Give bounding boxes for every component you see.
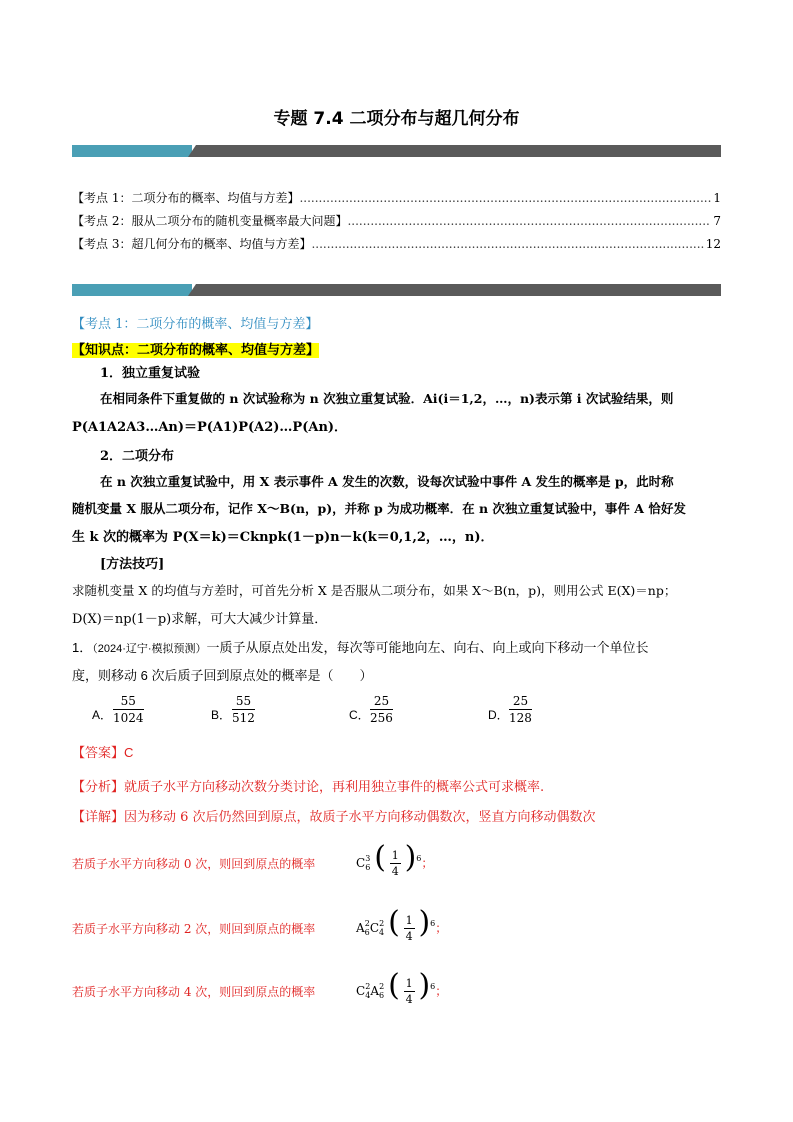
option-b-fraction: $\frac{55}{512}$ <box>232 694 255 725</box>
analysis-line: 【分析】就质子水平方向移动次数分类讨论，再利用独立事件的概率公式可求概率. <box>72 780 545 795</box>
table-of-contents <box>72 187 721 256</box>
case-line-2: 若质子水平方向移动 2 次，则回到原点的概率 <box>72 922 316 936</box>
case-line-4: 若质子水平方向移动 4 次，则回到原点的概率 <box>72 985 316 999</box>
paragraph-line: D(X)＝np(1－p)求解，可大大减少计算量． <box>72 612 328 627</box>
paragraph-line: 在 n 次独立重复试验中，用 X 表示事件 A 发生的次数，设每次试验中事件 A 发生的概率是 p，此时称 <box>100 474 674 489</box>
subsection-title-2: 2．二项分布 <box>100 449 175 464</box>
option-b[interactable]: B． <box>211 708 232 722</box>
paragraph-line: 生 k 次的概率为 P(X＝k)＝Cknpk(1－p)n－k(k＝0,1,2，…，n)． <box>72 530 494 545</box>
case-0-formula: $C_6^3$ ( $\frac{1}{4}$ )$^6$； <box>356 840 434 878</box>
question-line-2: 度，则移动 6 次后质子回到原点处的概率是（ ） <box>72 668 373 683</box>
option-a[interactable]: A． <box>92 708 113 722</box>
option-c-fraction: $\frac{25}{256}$ <box>370 694 393 725</box>
toc-entry-3[interactable]: 【考点 3：超几何分布的概率、均值与方差】 ..... 12 <box>72 233 721 256</box>
case-4-formula: $C_4^2A_6^2$ ( $\frac{1}{4}$ )$^6$； <box>356 968 448 1006</box>
detail-line: 【详解】因为移动 6 次后仍然回到原点，故质子水平方向移动偶数次，竖直方向移动偶数次 <box>72 810 596 825</box>
subsection-title-1: 1．独立重复试验 <box>100 366 201 381</box>
question-line-1: 1．（2024·辽宁·模拟预测）一质子从原点处出发，每次等可能地向左、向右、向上或向下移动一个单位长 <box>72 640 649 655</box>
paragraph-line: P(A1A2A3…An)＝P(A1)P(A2)…P(An)． <box>72 420 348 435</box>
paragraph-line: 求随机变量 X 的均值与方差时，可首先分析 X 是否服从二项分布，如果 X～B(n，p)，则用公式 E(X)＝np； <box>72 583 677 598</box>
toc-entry-2[interactable]: 【考点 2：服从二项分布的随机变量概率最大问题】 ..... 7 <box>72 210 721 233</box>
toc-entry-1[interactable]: 【考点 1：二项分布的概率、均值与方差】 ..... 1 <box>72 187 721 210</box>
section-divider-bar <box>72 284 721 296</box>
section-heading: 【考点 1：二项分布的概率、均值与方差】 <box>72 317 319 332</box>
case-2-formula: $A_6^2C_4^2$ ( $\frac{1}{4}$ )$^6$； <box>356 905 448 943</box>
paragraph-line: 在相同条件下重复做的 n 次试验称为 n 次独立重复试验．Ai(i＝1,2，…，n)表示第 i 次试验结果，则 <box>100 391 674 406</box>
option-d-fraction: $\frac{25}{128}$ <box>509 694 532 725</box>
header-divider-bar <box>72 145 721 157</box>
option-a-fraction: $\frac{55}{1024}$ <box>113 694 144 725</box>
page-title: 专题 7.4 二项分布与超几何分布 <box>273 109 520 129</box>
case-line-0: 若质子水平方向移动 0 次，则回到原点的概率 <box>72 857 316 871</box>
option-c[interactable]: C． <box>349 708 370 722</box>
method-title: [方法技巧] <box>100 557 165 572</box>
option-d[interactable]: D． <box>488 708 509 722</box>
answer-line: 【答案】C <box>72 745 134 760</box>
paragraph-line: 随机变量 X 服从二项分布，记作 X～B(n，p)，并称 p 为成功概率．在 n 次独立重复试验中，事件 A 恰好发 <box>72 501 686 516</box>
knowledge-label: 【知识点：二项分布的概率、均值与方差】 <box>72 343 320 358</box>
